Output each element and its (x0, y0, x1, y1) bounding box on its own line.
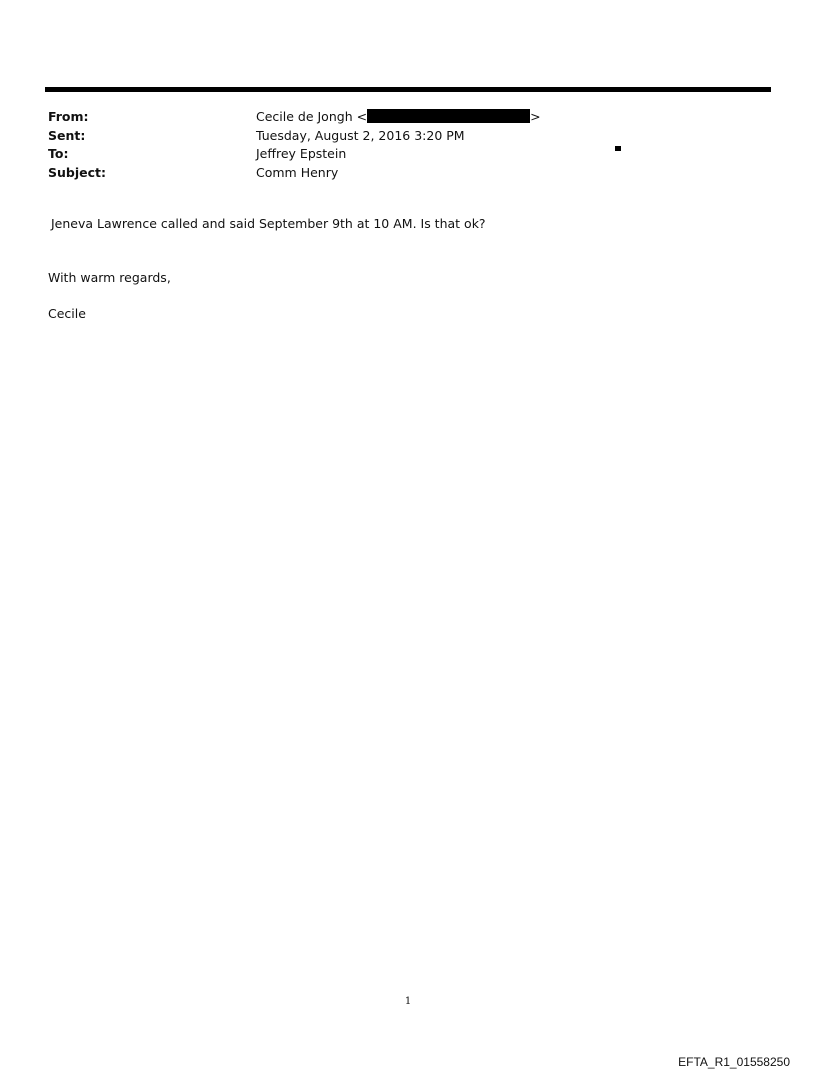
page-number: 1 (404, 996, 412, 1007)
sent-value: Tuesday, August 2, 2016 3:20 PM (256, 127, 465, 143)
redaction-box (367, 109, 530, 123)
from-label: From: (48, 109, 89, 124)
message-text: Jeneva Lawrence called and said September 9th at 10 AM. Is that ok? (51, 216, 486, 231)
signature-text: Cecile (48, 306, 86, 321)
subject-label: Subject: (48, 164, 106, 180)
from-tail: > (530, 109, 541, 124)
bates-number: EFTA_R1_01558250 (678, 1055, 790, 1069)
from-value (256, 108, 541, 127)
closing-text: With warm regards, (48, 270, 171, 285)
header-divider (45, 87, 771, 92)
subject-value: Comm Henry (256, 164, 339, 180)
to-label: To: (48, 146, 69, 161)
from-name: Cecile de Jongh < (256, 109, 368, 124)
sent-label: Sent: (48, 127, 86, 143)
to-value: Jeffrey Epstein (256, 146, 347, 161)
stray-mark (615, 146, 621, 151)
